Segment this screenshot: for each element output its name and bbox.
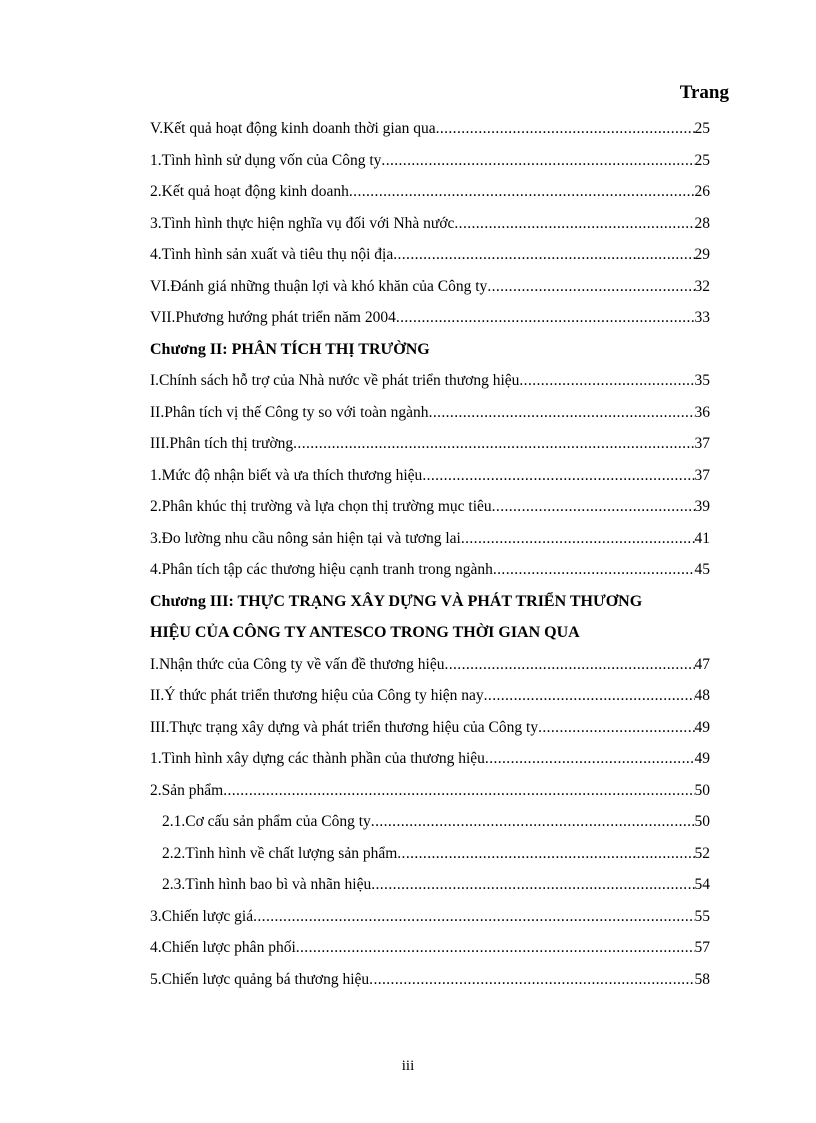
toc-entry-page: 36 <box>694 403 710 421</box>
toc-entry <box>150 523 710 555</box>
toc-leader-dots <box>492 491 695 523</box>
toc-leader-dots <box>461 523 695 555</box>
toc-entry <box>150 901 710 933</box>
toc-leader-dots <box>429 397 695 429</box>
toc-leader-dots <box>519 365 694 397</box>
toc-leader-dots <box>444 649 694 681</box>
toc-leader-dots <box>397 838 694 870</box>
toc-entry-title: 4.Tình hình sản xuất và tiêu thụ nội địa <box>150 246 394 263</box>
toc-entry <box>150 712 710 744</box>
toc-entry-page: 58 <box>694 970 710 988</box>
toc-entry <box>150 271 710 303</box>
toc-entry <box>150 208 710 240</box>
toc-entry <box>150 680 710 712</box>
toc-entry <box>150 145 710 177</box>
toc-entry-page: 37 <box>694 466 710 484</box>
toc-entry-title: 2.Kết quả hoạt động kinh doanh <box>150 183 349 200</box>
toc-entry-page: 41 <box>694 529 710 547</box>
toc-entry <box>150 113 710 145</box>
toc-entry-page: 49 <box>694 718 710 736</box>
toc-entry <box>150 239 710 271</box>
toc-leader-dots <box>371 869 694 901</box>
toc-entry-page: 29 <box>694 246 710 263</box>
toc-entry-page: 26 <box>694 183 710 200</box>
toc-entry-title: 2.2.Tình hình về chất lượng sản phẩm <box>162 844 398 862</box>
toc-entry-title: II.Ý thức phát triển thương hiệu của Công ty hiện nay <box>150 687 484 704</box>
toc-entry-page: 55 <box>694 907 710 925</box>
toc-entry <box>150 838 710 870</box>
toc-entry-title: V.Kết quả hoạt động kinh doanh thời gian qua <box>150 120 436 137</box>
toc-entry-page: 57 <box>694 939 710 956</box>
toc-entry-page: 33 <box>694 309 710 326</box>
toc-entry <box>150 491 710 523</box>
toc-entry-page: 35 <box>694 372 710 389</box>
toc-entry-page: 54 <box>694 876 710 893</box>
toc-entry <box>150 365 710 397</box>
toc-entry <box>150 649 710 681</box>
toc-entry-title: 1.Tình hình sử dụng vốn của Công ty <box>150 151 382 169</box>
toc-leader-dots <box>485 743 695 775</box>
toc-entry-title: VI.Đánh giá những thuận lợi và khó khăn của Công ty <box>150 277 488 295</box>
toc-entry <box>150 775 710 807</box>
toc-entry-page: 50 <box>694 813 710 830</box>
toc-leader-dots <box>349 176 695 208</box>
toc-entry-title: 1.Tình hình xây dựng các thành phần của thương hiệu <box>150 750 485 767</box>
toc-leader-dots <box>369 964 694 996</box>
toc-entry-page: 28 <box>694 214 710 232</box>
toc-entry-title: III.Phân tích thị trường <box>150 435 294 452</box>
toc-entry-title: 4.Phân tích tập các thương hiệu cạnh tranh trong ngành <box>150 561 493 578</box>
toc-entry-title: 4.Chiến lược phân phối <box>150 939 296 956</box>
toc-entry-title: 2.Sản phẩm <box>150 781 224 799</box>
page-column-header: Trang <box>679 82 729 103</box>
toc-entry <box>150 428 710 460</box>
toc-entry <box>150 554 710 586</box>
toc-entry-title: 2.Phân khúc thị trường và lựa chọn thị trường mục tiêu <box>150 498 492 515</box>
toc-entry-title: 5.Chiến lược quảng bá thương hiệu <box>150 970 370 988</box>
toc-leader-dots <box>493 554 695 586</box>
toc-entry <box>150 397 710 429</box>
toc-entry-title: 3.Tình hình thực hiện nghĩa vụ đối với Nhà nước <box>150 214 455 232</box>
toc-leader-dots <box>371 806 695 838</box>
toc-leader-dots <box>396 302 695 334</box>
toc-entry-page: 37 <box>694 435 710 452</box>
toc-entry-title: 2.3.Tình hình bao bì và nhãn hiệu <box>162 876 372 893</box>
toc-entry-title: I.Chính sách hỗ trợ của Nhà nước về phát triển thương hiệu <box>150 372 520 389</box>
toc-entry <box>150 460 710 492</box>
toc-entry <box>150 743 710 775</box>
toc-entry-title: III.Thực trạng xây dựng và phát triển thương hiệu của Công ty <box>150 718 539 736</box>
toc-leader-dots <box>381 145 694 177</box>
toc-entry-page: 25 <box>694 120 710 137</box>
toc-entry <box>150 932 710 964</box>
toc-entry-title: 3.Đo lường nhu cầu nông sản hiện tại và tương lai <box>150 529 461 547</box>
toc-leader-dots <box>296 932 695 964</box>
table-of-contents <box>150 113 710 995</box>
toc-entry-title: II.Phân tích vị thế Công ty so với toàn ngành <box>150 403 429 421</box>
toc-entry-title: VII.Phương hướng phát triển năm 2004 <box>150 309 396 326</box>
toc-leader-dots <box>223 775 694 807</box>
toc-chapter-heading: Chương III: THỰC TRẠNG XÂY DỰNG VÀ PHÁT TRIỂN THƯƠNG <box>150 592 643 610</box>
toc-entry-page: 39 <box>694 498 710 515</box>
toc-leader-dots <box>393 239 694 271</box>
toc-leader-dots <box>436 113 695 145</box>
toc-leader-dots <box>253 901 694 933</box>
toc-leader-dots <box>484 680 695 712</box>
toc-entry-title: 3.Chiến lược giá <box>150 907 254 925</box>
toc-entry-title: 1.Mức độ nhận biết và ưa thích thương hiệu <box>150 466 423 484</box>
toc-entry <box>150 302 710 334</box>
toc-leader-dots <box>422 460 694 492</box>
toc-leader-dots <box>293 428 694 460</box>
toc-entry <box>150 869 710 901</box>
page-number: iii <box>401 1058 415 1074</box>
toc-entry <box>150 964 710 996</box>
toc-entry-page: 50 <box>694 781 710 799</box>
toc-entry-page: 52 <box>694 844 710 862</box>
toc-entry-page: 49 <box>694 750 710 767</box>
toc-entry-page: 48 <box>694 687 710 704</box>
toc-entry-title: 2.1.Cơ cấu sản phẩm của Công ty <box>162 813 371 830</box>
toc-leader-dots <box>454 208 694 240</box>
toc-chapter-heading: HIỆU CỦA CÔNG TY ANTESCO TRONG THỜI GIAN QUA <box>150 624 580 641</box>
toc-entry-page: 47 <box>694 655 710 673</box>
toc-leader-dots <box>487 271 694 303</box>
toc-entry-title: I.Nhận thức của Công ty về vấn đề thương hiệu <box>150 655 445 673</box>
toc-leader-dots <box>538 712 694 744</box>
toc-entry-page: 32 <box>694 277 710 295</box>
toc-entry-page: 25 <box>694 151 710 169</box>
toc-entry <box>150 176 710 208</box>
toc-entry-page: 45 <box>694 561 710 578</box>
toc-entry <box>150 806 710 838</box>
toc-chapter-heading: Chương II: PHÂN TÍCH THỊ TRƯỜNG <box>150 340 430 358</box>
